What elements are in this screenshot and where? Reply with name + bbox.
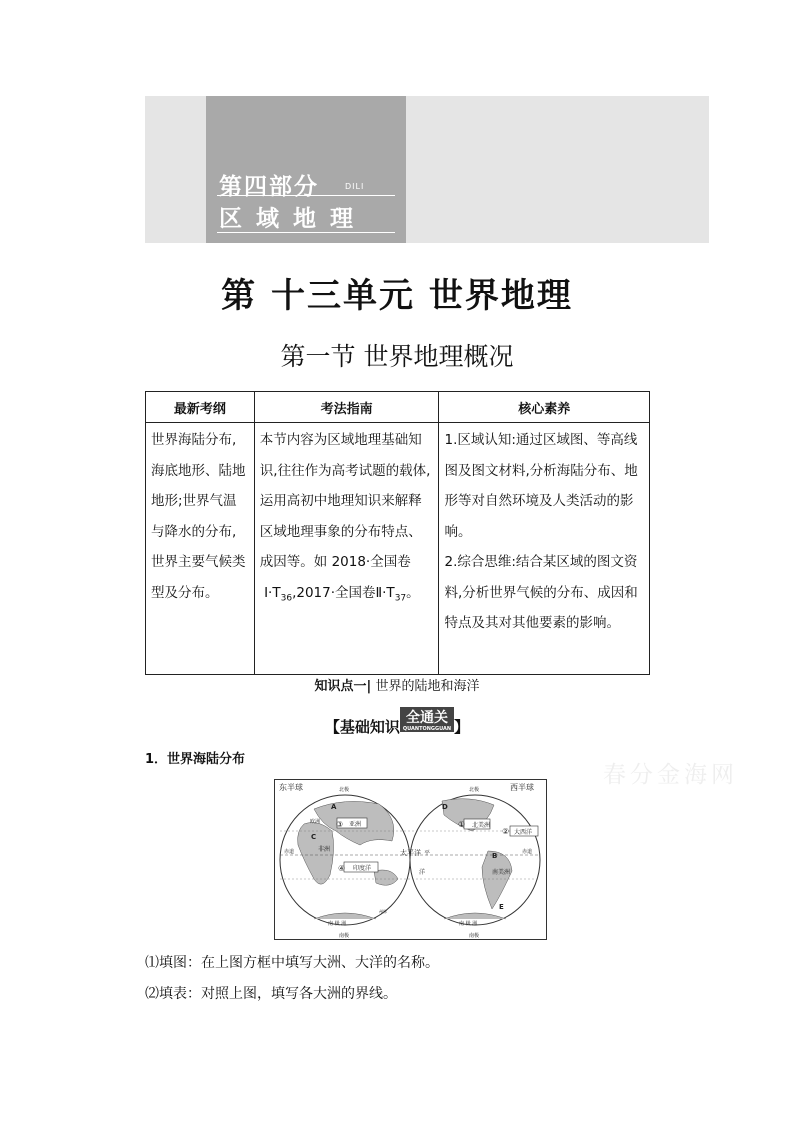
asia-label: 亚洲 (349, 821, 362, 828)
literacy-point-1: 1.区域认知:通过区域图、等高线图及图文材料,分析海陆分布、地形等对自然环境及人类活动的影响。 (444, 432, 638, 540)
knowledge-point-label: 知识点一 (314, 679, 367, 694)
antarctica-label: 南 极 洲 (459, 921, 478, 927)
east-hemisphere-label: 东半球 (279, 783, 303, 792)
unit-title: 第 十三单元 世界地理 (221, 276, 573, 316)
atlantic-label: 大西洋 (514, 829, 533, 836)
equator-label: 赤道 (522, 849, 533, 855)
table-header: 考法指南 (254, 392, 439, 423)
knowledge-point-heading (0, 675, 794, 694)
pacific-label-west: 平 (424, 850, 431, 857)
number-2: ② (502, 827, 510, 836)
letter-d: D (442, 803, 448, 811)
banner-divider (217, 195, 395, 196)
exam-guide-text: 本节内容为区域地理基础知识,往往作为高考试题的载体,运用高初中地理知识来解释区域地理事象的分布特点、成因等。如 2018·全国卷 (259, 432, 431, 570)
question-2: ⑵填表：对照上图，填写各大洲的界线。 (145, 986, 397, 1002)
banner-divider-bottom (217, 232, 395, 233)
knowledge-point-title: 世界的陆地和海洋 (375, 679, 480, 694)
part-label: 第四部分 (219, 173, 319, 200)
number-4: ④ (338, 864, 346, 873)
part-pinyin: DILI (345, 182, 365, 191)
south-pole-label: 南极 (339, 933, 350, 939)
south-america-label: 南美洲 (492, 869, 511, 876)
antarctica-label: 南 极 洲 (328, 921, 347, 927)
letter-c: C (311, 833, 317, 841)
literacy-point-2: 2.综合思维:结合某区域的图文资料,分析世界气候的分布、成因和特点及其对其他要素的影响。 (444, 554, 638, 631)
literacy-cell (439, 423, 650, 675)
ocean-label: 洋 (419, 869, 426, 876)
quantongguan-badge: 全通关 QUANTONGGUAN (400, 707, 454, 732)
exam-guide-ref: $Ⅰ\cdot T_{36},2017\cdot$全国卷$Ⅱ\cdot T_{37}$。 (264, 584, 420, 604)
table-header-row (146, 392, 650, 423)
knowledge-point-sep: | (366, 679, 372, 694)
part-banner (145, 96, 709, 243)
exam-guide-cell (254, 423, 439, 675)
part-area-title: 区域地理 (219, 205, 367, 232)
africa-label: 非洲 (318, 846, 331, 853)
base-heading-bracket: 】 (454, 718, 470, 736)
number-1: ① (458, 820, 466, 829)
indian-ocean-label: 印度洋 (353, 865, 372, 872)
section-title: 第一节 世界地理概况 (280, 342, 514, 371)
europe-label: 欧洲 (310, 819, 321, 825)
syllabus-table (145, 391, 650, 675)
syllabus-cell: 世界海陆分布,海底地形、陆地地形;世界气温与降水的分布,世界主要气候类型及分布。 (146, 423, 255, 675)
pacific-label-east: 太平洋 (400, 849, 421, 857)
number-3: ③ (336, 820, 344, 829)
continent-boundary-legend: 州界 (379, 909, 387, 914)
north-pole-label: 北极 (469, 787, 480, 793)
subheading-land-sea: 1．世界海陆分布 (145, 752, 246, 767)
table-header: 核心素养 (439, 392, 650, 423)
north-pole-label: 北极 (339, 787, 350, 793)
table-header: 最新考纲 (146, 392, 255, 423)
equator-label: 赤道 (284, 849, 295, 855)
south-pole-label: 南极 (469, 933, 480, 939)
letter-a: A (331, 803, 337, 811)
base-knowledge-heading (0, 709, 794, 737)
table-row (146, 423, 650, 675)
letter-e: E (499, 903, 504, 911)
world-hemispheres-map (274, 779, 547, 940)
west-hemisphere-label: 西半球 (510, 783, 534, 792)
watermark: 春分金海网 (603, 762, 738, 788)
question-1: ⑴填图：在上图方框中填写大洲、大洋的名称。 (145, 955, 439, 971)
base-heading-text: 【基础知识 (324, 718, 400, 736)
letter-b: B (492, 852, 498, 860)
north-america-label: 北美洲 (472, 822, 491, 829)
